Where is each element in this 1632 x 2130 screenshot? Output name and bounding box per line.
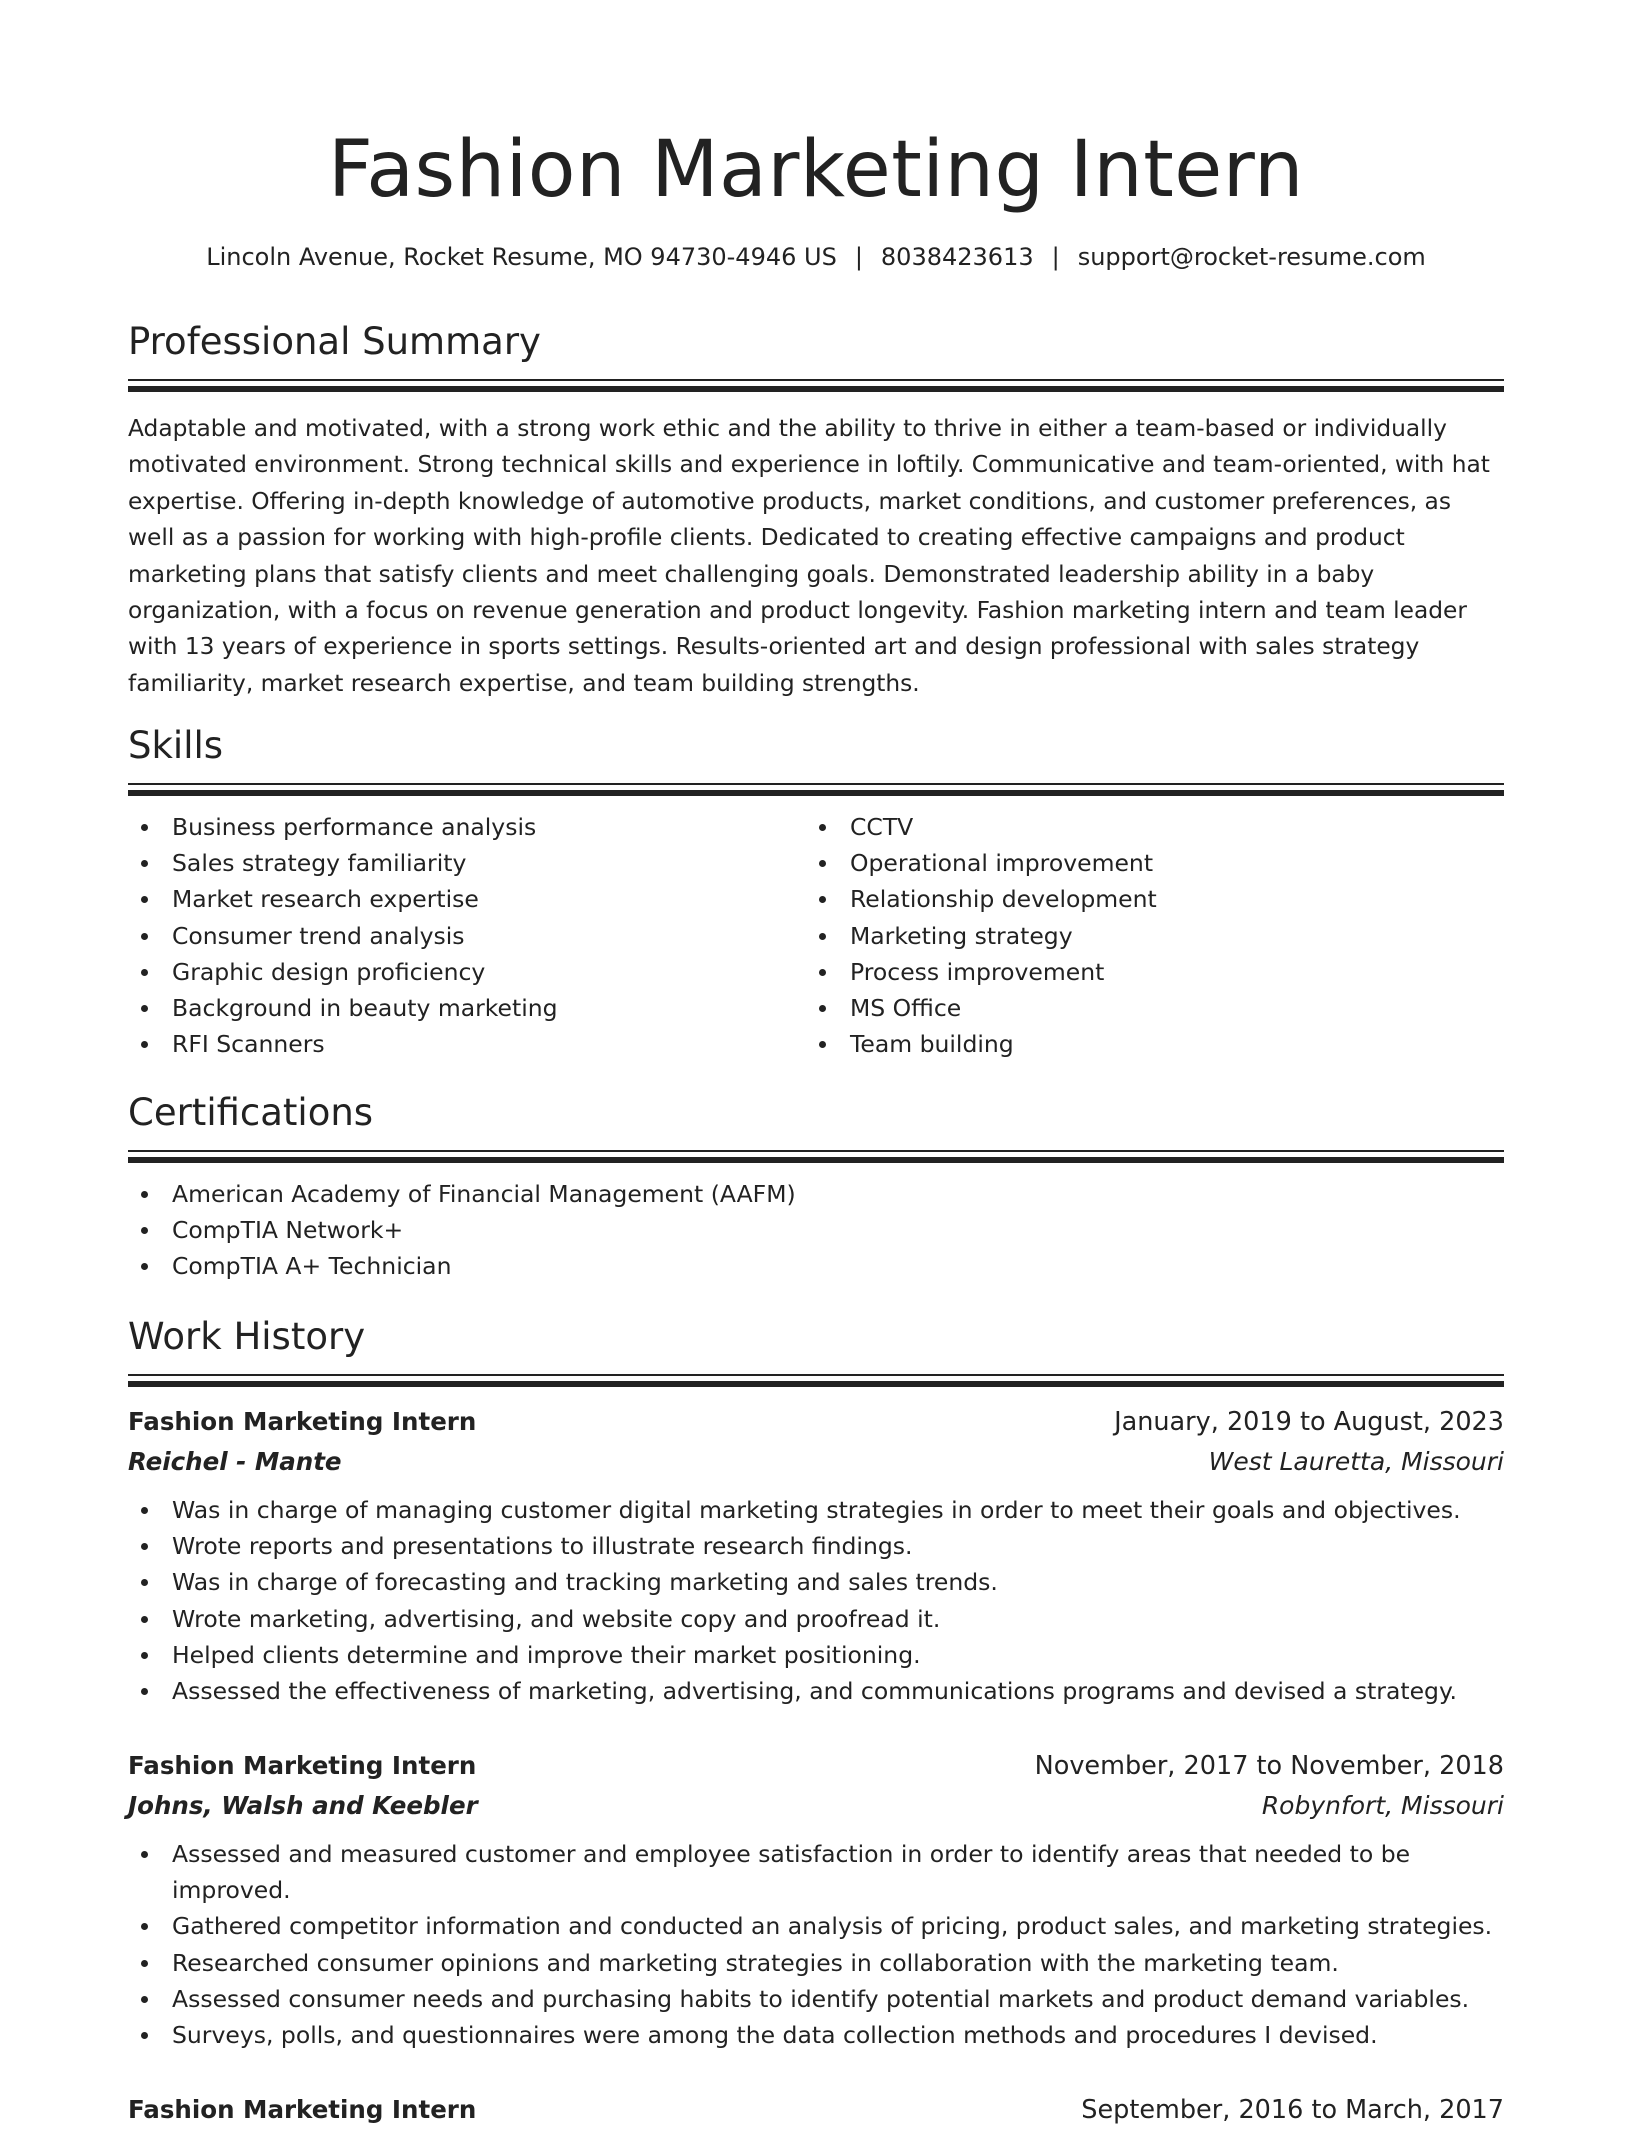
contact-line: [128, 240, 1504, 274]
skills-columns: [128, 809, 1504, 1062]
job-dates: September, 2016 to March, 2017: [1081, 2095, 1504, 2125]
skill-item: CCTV: [806, 809, 1484, 845]
contact-separator: |: [854, 243, 863, 271]
certifications-list: [128, 1176, 1504, 1285]
job-bullet: Was in charge of forecasting and tracking marketing and sales trends.: [128, 1564, 1504, 1600]
skill-item: Consumer trend analysis: [128, 918, 806, 954]
certifications-heading: Certifications: [128, 1091, 374, 1134]
job-bullets: [128, 1836, 1504, 2053]
job-bullet: Surveys, polls, and questionnaires were among the data collection methods and procedures I devised.: [128, 2017, 1504, 2053]
job-entry: [128, 1402, 1504, 1709]
skills-heading: Skills: [128, 724, 224, 767]
skills-list-left: [128, 809, 806, 1062]
job-subheader: [128, 1442, 1504, 1482]
summary-section: [128, 317, 1504, 702]
resume-name: Fashion Marketing Intern: [328, 125, 1304, 215]
section-divider: [128, 1150, 1504, 1152]
job-title: Fashion Marketing Intern: [128, 1751, 477, 1780]
certification-item: CompTIA Network+: [128, 1212, 1504, 1248]
job-bullets: [128, 1492, 1504, 1709]
summary-text: Adaptable and motivated, with a strong work ethic and the ability to thrive in either a team-based or individually motivated environment. Strong technical skills and experience in loftily. Communicative and team-oriented, with hat expertise. Offering in-depth knowledge of automotive products, market conditions, and customer preferences, as well as a passion for working with high-profile clients. Dedicated to creating effective campaigns and product marketing plans that satisfy clients and meet challenging goals. Demonstrated leadership ability in a baby organization, with a focus on revenue generation and product longevity. Fashion marketing intern and team leader with 13 years of experience in sports settings. Results-oriented art and design professional with sales strategy familiarity, market research expertise, and team building strengths.: [128, 415, 1490, 697]
job-title: Fashion Marketing Intern: [128, 2095, 477, 2124]
certifications-section: [128, 1088, 1504, 1285]
job-bullet: Wrote reports and presentations to illustrate research findings.: [128, 1528, 1504, 1564]
job-bullet: Assessed consumer needs and purchasing habits to identify potential markets and product demand variables.: [128, 1981, 1504, 2017]
job-bullet: Wrote marketing, advertising, and website copy and proofread it.: [128, 1601, 1504, 1637]
skill-item: Graphic design proficiency: [128, 954, 806, 990]
job-location: West Lauretta, Missouri: [1208, 1447, 1504, 1476]
resume-page: [128, 0, 1504, 2125]
skill-item: MS Office: [806, 990, 1484, 1026]
skill-item: Sales strategy familiarity: [128, 845, 806, 881]
job-bullet: Assessed the effectiveness of marketing, advertising, and communications programs and devised a strategy.: [128, 1673, 1504, 1709]
job-bullet: Was in charge of managing customer digital marketing strategies in order to meet their goals and objectives.: [128, 1492, 1504, 1528]
job-location: Robynfort, Missouri: [1261, 1791, 1504, 1820]
contact-email[interactable]: support@rocket-resume.com: [1077, 243, 1426, 271]
job-company: Johns, Walsh and Keebler: [128, 1791, 478, 1820]
job-bullet: Researched consumer opinions and marketing strategies in collaboration with the marketing team.: [128, 1945, 1504, 1981]
job-entry: [128, 2090, 1504, 2130]
job-entry: [128, 1746, 1504, 2053]
skill-item: Market research expertise: [128, 881, 806, 917]
job-company: Reichel - Mante: [128, 1447, 342, 1476]
job-dates: November, 2017 to November, 2018: [1034, 1751, 1504, 1781]
summary-heading: Professional Summary: [128, 320, 541, 363]
skills-section: [128, 721, 1504, 1062]
job-bullet: Assessed and measured customer and employee satisfaction in order to identify areas that needed to be improved.: [128, 1836, 1504, 1908]
skill-item: RFI Scanners: [128, 1026, 806, 1062]
job-bullet: Gathered competitor information and conducted an analysis of pricing, product sales, and marketing strategies.: [128, 1908, 1504, 1944]
job-header: [128, 2090, 1504, 2130]
skill-item: Background in beauty marketing: [128, 990, 806, 1026]
section-divider: [128, 783, 1504, 785]
certification-item: CompTIA A+ Technician: [128, 1248, 1504, 1284]
work-history-section: [128, 1312, 1504, 1376]
section-divider: [128, 379, 1504, 381]
job-header: [128, 1746, 1504, 1786]
contact-phone: 8038423613: [880, 243, 1034, 271]
certification-item: American Academy of Financial Management (AAFM): [128, 1176, 1504, 1212]
skill-item: Team building: [806, 1026, 1484, 1062]
contact-separator: |: [1051, 243, 1060, 271]
work-history-heading: Work History: [128, 1315, 366, 1358]
job-subheader: [128, 1786, 1504, 1826]
skill-item: Business performance analysis: [128, 809, 806, 845]
skill-item: Process improvement: [806, 954, 1484, 990]
skill-item: Relationship development: [806, 881, 1484, 917]
job-title: Fashion Marketing Intern: [128, 1407, 477, 1436]
job-bullet: Helped clients determine and improve their market positioning.: [128, 1637, 1504, 1673]
contact-address: Lincoln Avenue, Rocket Resume, MO 94730-4946 US: [206, 243, 837, 271]
job-dates: January, 2019 to August, 2023: [1114, 1407, 1504, 1437]
section-divider: [128, 1374, 1504, 1376]
skill-item: Marketing strategy: [806, 918, 1484, 954]
skill-item: Operational improvement: [806, 845, 1484, 881]
skills-list-right: [806, 809, 1484, 1062]
job-header: [128, 1402, 1504, 1442]
